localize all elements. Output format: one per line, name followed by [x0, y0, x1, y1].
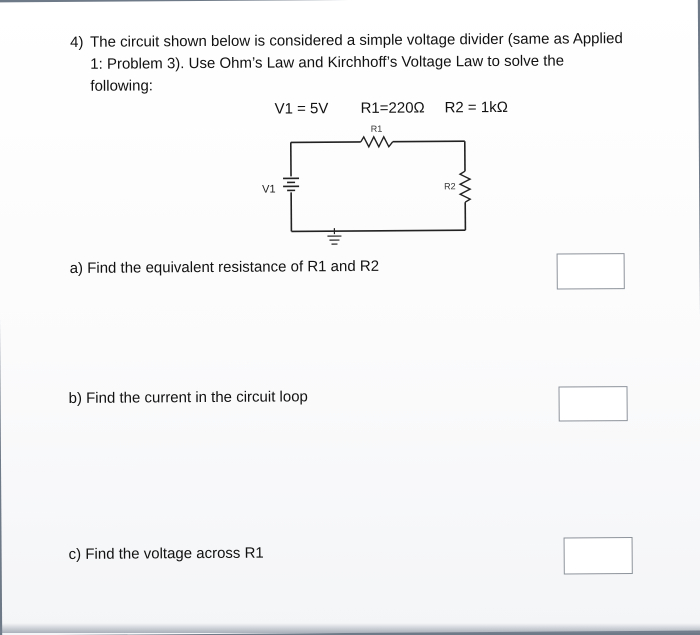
circuit-diagram — [249, 119, 510, 251]
question-c — [69, 545, 264, 563]
value-r1: R1=220Ω — [360, 99, 424, 116]
question-c-text: Find the voltage across R1 — [85, 545, 264, 563]
answer-box-c[interactable] — [564, 537, 633, 574]
problem-statement — [70, 28, 650, 32]
value-v1: V1 = 5V — [274, 100, 328, 117]
v1-label: V1 — [262, 184, 276, 196]
problem-text: The circuit shown below is considered a simple voltage divider (same as Applied 1: Problem 3). Use Ohm’s Law and Kirchhoff’s Voltage Law to solve the following: — [90, 28, 630, 98]
problem-number: 4) — [70, 32, 83, 54]
question-a-text: Find the equivalent resistance of R1 and R2 — [87, 258, 379, 277]
question-b — [69, 388, 308, 407]
value-r2: R2 = 1kΩ — [444, 99, 507, 116]
resistor-r1-symbol — [361, 137, 393, 147]
wire-top-right — [393, 141, 465, 142]
answer-box-a[interactable] — [557, 253, 625, 289]
resistor-r2-symbol — [460, 171, 470, 202]
r2-label: R2 — [444, 181, 456, 191]
r1-label: R1 — [371, 124, 383, 134]
question-b-text: Find the current in the circuit loop — [86, 388, 308, 407]
page-edge-shadow — [0, 623, 700, 633]
question-b-label: b) — [69, 390, 82, 407]
question-a — [70, 258, 379, 277]
question-a-label: a) — [70, 260, 83, 277]
answer-box-b[interactable] — [558, 386, 627, 421]
question-c-label: c) — [69, 546, 82, 563]
wire-bottom — [291, 230, 465, 231]
